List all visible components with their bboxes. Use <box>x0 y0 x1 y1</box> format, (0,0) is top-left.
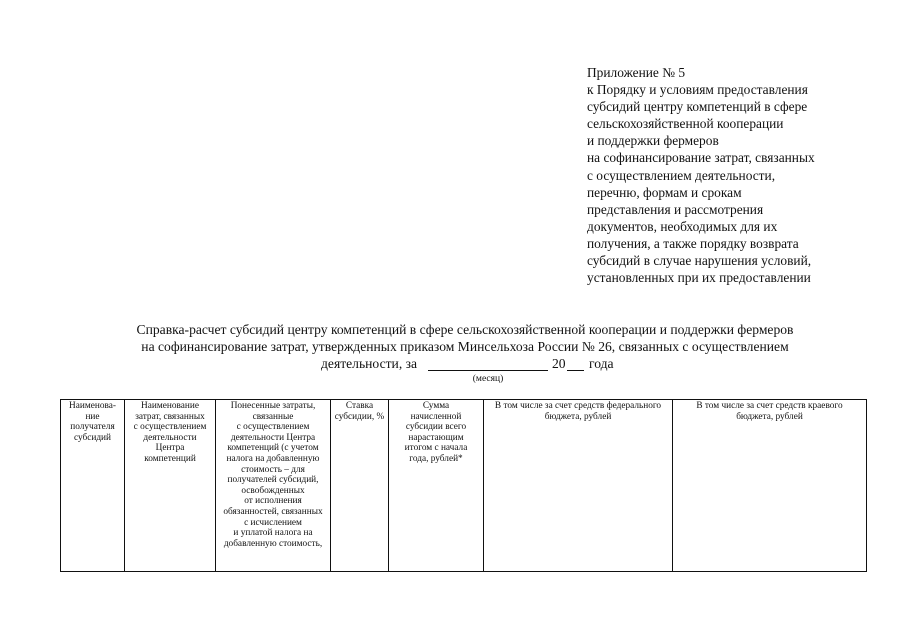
appendix-line: установленных при их предоставлении <box>587 270 811 286</box>
appendix-line: представления и рассмотрения <box>587 201 764 217</box>
appendix-line: и поддержки фермеров <box>587 133 719 149</box>
year-prefix: 20 <box>552 356 566 371</box>
header-cost-name-text: Наименование затрат, связанных с осуществлением деятельности Центра компетенций <box>133 401 207 464</box>
header-subsidy-rate-text: Ставка субсидии, % <box>334 401 385 422</box>
appendix-header <box>587 64 887 286</box>
month-caption: (месяц) <box>472 374 504 384</box>
table-header-row <box>61 400 867 572</box>
header-regional-budget <box>673 400 867 572</box>
header-recipient-name-text: Наименова- ние получателя субсидий <box>69 401 116 443</box>
appendix-line: документов, необходимых для их <box>587 218 778 234</box>
reporting-period-line <box>0 356 905 376</box>
header-federal-budget <box>484 400 673 572</box>
header-costs-incurred <box>216 400 331 572</box>
title-line-1: Справка-расчет субсидий центру компетенций в сфере сельскохозяйственной кооперации и поддержки фермеров <box>136 322 794 337</box>
month-blank-field[interactable] <box>428 370 548 371</box>
appendix-line: с осуществлением деятельности, <box>587 167 776 183</box>
appendix-line: субсидий в случае нарушения условий, <box>587 253 812 269</box>
header-subsidy-total-text: Сумма начисленной субсидии всего нарастающим итогом с начала года, рублей* <box>404 401 468 464</box>
document-title <box>40 321 890 356</box>
year-suffix: года <box>589 356 614 371</box>
year-blank-field[interactable] <box>567 370 584 371</box>
appendix-line: перечню, формам и срокам <box>587 184 742 200</box>
header-subsidy-total <box>389 400 484 572</box>
header-regional-budget-text: В том числе за счет средств краевого бюджета, рублей <box>696 401 843 422</box>
appendix-line: субсидий центру компетенций в сфере <box>587 99 808 115</box>
header-subsidy-rate <box>331 400 389 572</box>
header-cost-name <box>125 400 216 572</box>
title-line-2: на софинансирование затрат, утвержденных приказом Минсельхоза России № 26, связанных с осуществлением <box>141 339 789 355</box>
appendix-title: Приложение № 5 <box>587 65 686 80</box>
header-recipient-name <box>61 400 125 572</box>
appendix-line: к Порядку и условиям предоставления <box>587 82 808 98</box>
header-costs-incurred-text: Понесенные затраты, связанные с осуществлением деятельности Центра компетенций (с учетом налога на добавленную стоимость – для получателей субсидий, освобожденных от исполнения обязанностей, связанных с исчислением и уплатой налога на добавленную стоимость, <box>223 401 323 549</box>
period-prefix: деятельности, за <box>321 356 418 371</box>
header-federal-budget-text: В том числе за счет средств федерального бюджета, рублей <box>494 401 662 422</box>
subsidy-calculation-table <box>60 399 867 572</box>
appendix-line: сельскохозяйственной кооперации <box>587 116 784 132</box>
appendix-line: получения, а также порядку возврата <box>587 235 799 251</box>
appendix-line: на софинансирование затрат, связанных <box>587 150 815 166</box>
